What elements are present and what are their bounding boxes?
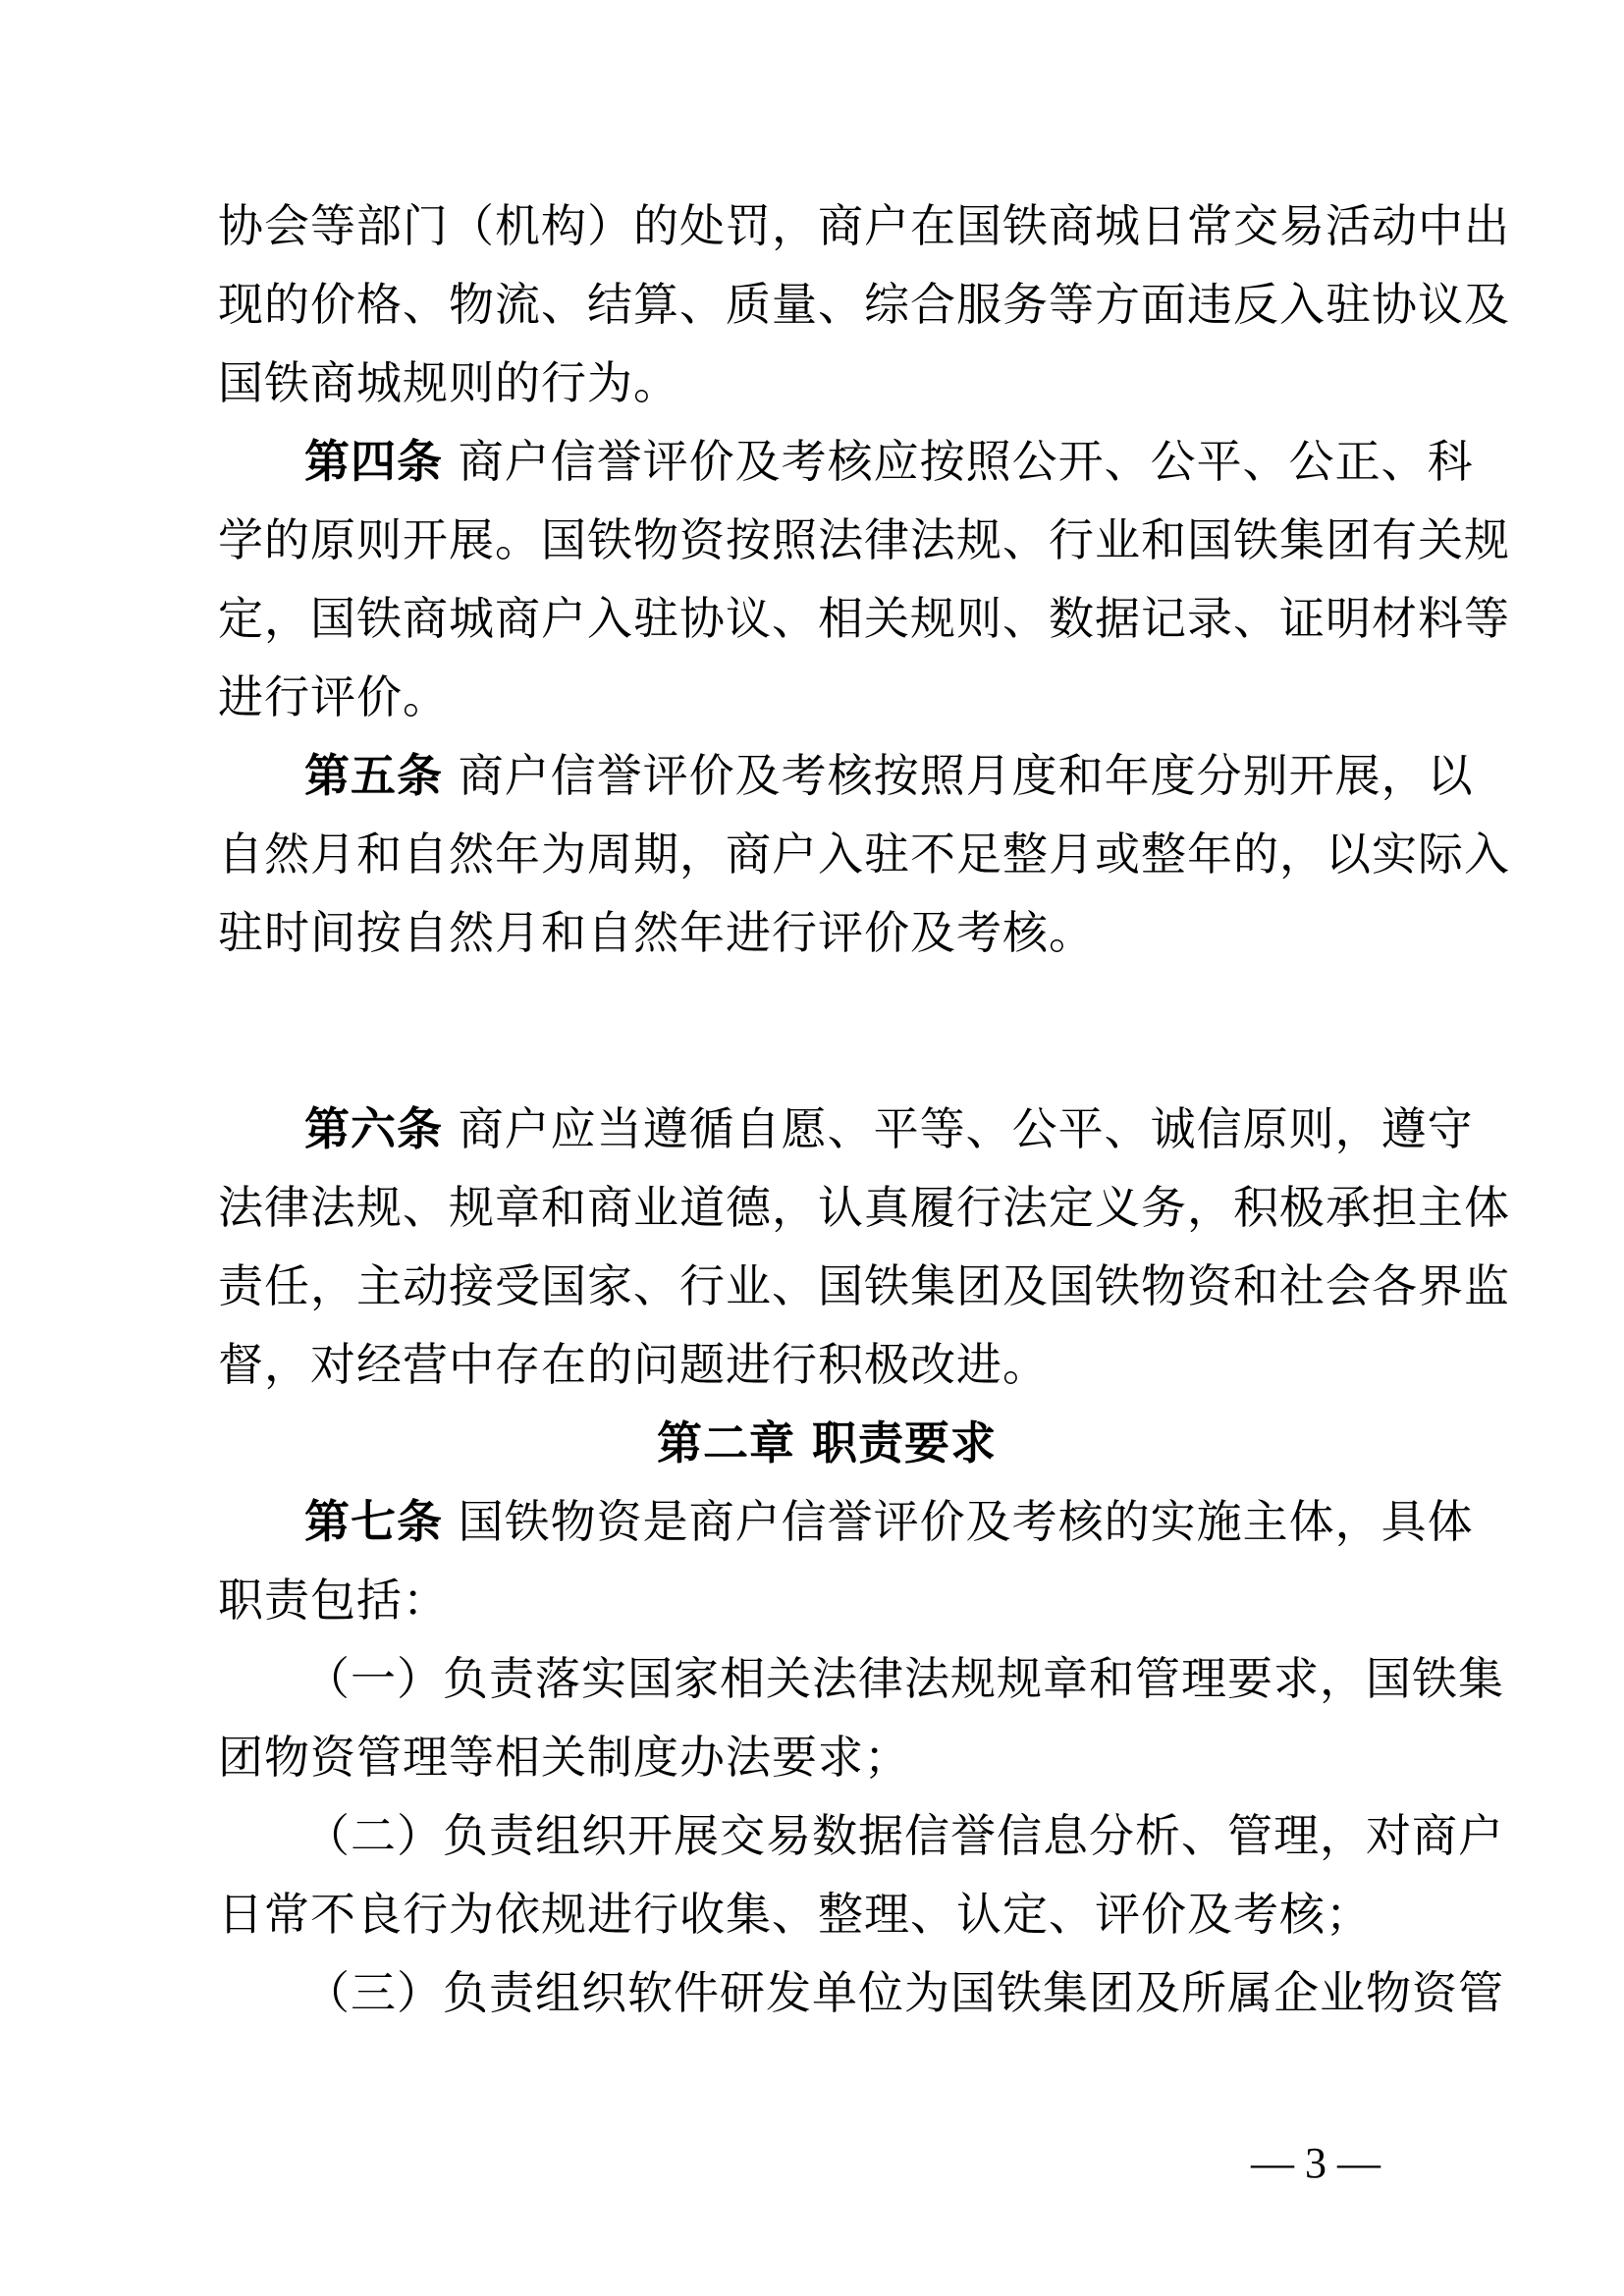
paragraph-line: 日常不良行为依规进行收集、整理、认定、评价及考核；: [218, 1888, 1372, 1941]
article-6-first-line: [304, 1090, 1474, 1168]
paragraph-line: 法律法规、规章和商业道德，认真履行法定义务，积极承担主体: [218, 1181, 1510, 1234]
paragraph-line: 协会等部门（机构）的处罚，商户在国铁商城日常交易活动中出: [218, 199, 1510, 252]
paragraph-line: 学的原则开展。国铁物资按照法律法规、行业和国铁集团有关规: [218, 513, 1510, 566]
paragraph-line: 进行评价。: [218, 670, 449, 723]
page-number: — 3 —: [1251, 2139, 1380, 2187]
list-item-first-line: （二）负责组织开展交易数据信誉信息分析、管理，对商户: [304, 1809, 1504, 1862]
paragraph-line: 国铁商城规则的行为。: [218, 356, 679, 409]
paragraph-line: 团物资管理等相关制度办法要求；: [218, 1731, 910, 1784]
list-item-first-line: （三）负责组织软件研发单位为国铁集团及所属企业物资管: [304, 1966, 1504, 2019]
paragraph-line: 现的价格、物流、结算、质量、综合服务等方面违反入驻协议及: [218, 278, 1510, 331]
article-5-first-line: [304, 736, 1474, 815]
article-5-label: 第五条: [304, 749, 443, 802]
article-4-first-line: [304, 422, 1474, 501]
article-4-text: 商户信誉评价及考核应按照公开、公平、公正、科: [443, 435, 1474, 488]
article-5-text: 商户信誉评价及考核按照月度和年度分别开展，以: [443, 749, 1474, 802]
article-7-text: 国铁物资是商户信誉评价及考核的实施主体，具体: [443, 1495, 1474, 1548]
paragraph-line: 自然月和自然年为周期，商户入驻不足整月或整年的，以实际入: [218, 828, 1510, 881]
paragraph-line: 责任，主动接受国家、行业、国铁集团及国铁物资和社会各界监: [218, 1259, 1510, 1312]
paragraph-line: 定，国铁商城商户入驻协议、相关规则、数据记录、证明材料等: [218, 592, 1510, 645]
article-4-label: 第四条: [304, 435, 443, 488]
article-6-label: 第六条: [304, 1102, 443, 1155]
article-6-text: 商户应当遵循自愿、平等、公平、诚信原则，遵守: [443, 1102, 1474, 1155]
chapter-heading: 第二章 职责要求: [656, 1416, 997, 1469]
paragraph-line: 督，对经营中存在的问题进行积极改进。: [218, 1338, 1049, 1391]
list-item-first-line: （一）负责落实国家相关法律法规规章和管理要求，国铁集: [304, 1652, 1504, 1705]
paragraph-line: 驻时间按自然月和自然年进行评价及考核。: [218, 906, 1095, 959]
paragraph-line: 职责包括：: [218, 1574, 449, 1627]
article-7-first-line: [304, 1482, 1474, 1561]
article-7-label: 第七条: [304, 1495, 443, 1548]
